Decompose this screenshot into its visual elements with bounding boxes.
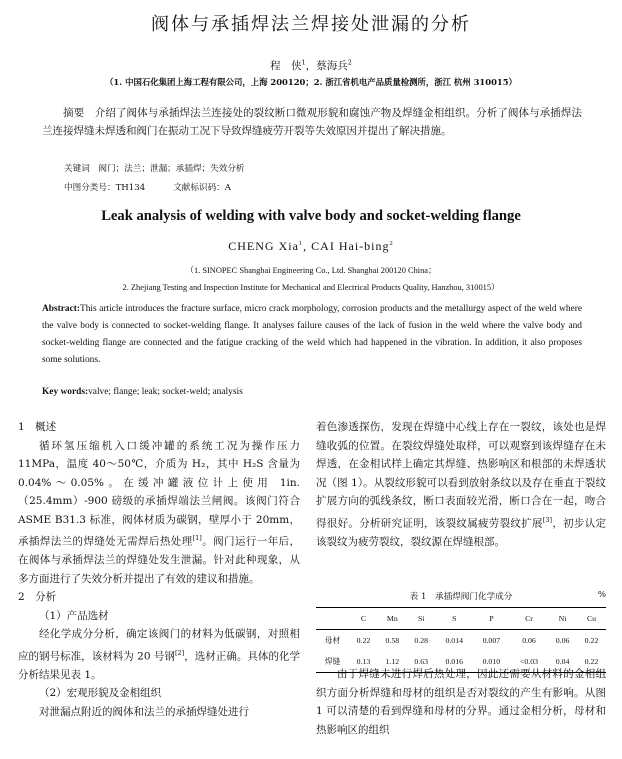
author-2-affil-mark: 2: [347, 58, 352, 67]
right-paragraph-1: [316, 418, 606, 551]
section-2-1-paragraph: [18, 625, 300, 684]
table-1-caption-row: [316, 590, 606, 602]
keywords-cn: [64, 162, 245, 174]
author-1-en: CHENG Xia: [228, 239, 299, 253]
section-1-heading: 1 概述: [18, 421, 57, 433]
document-code: 文献标识码：A: [173, 183, 231, 193]
table-cell: 0.63: [414, 657, 429, 666]
author-1-cn: 程 侠: [270, 60, 302, 72]
paper-title-en: Leak analysis of welding with valve body and socket-welding flange: [101, 208, 521, 224]
table-header-cell: Si: [417, 614, 425, 623]
table-cell: 0.04: [555, 657, 570, 666]
citation-2: [2]: [174, 648, 185, 657]
author-1-affil-mark: 1: [301, 58, 306, 67]
body-right-column: [316, 418, 606, 551]
abstract-en-text: This article introduces the fracture surface, micro crack morphology, corrosion products and the metallurgy aspect of the weld where the valve body is connected to socket-welding flange. It analyses failure causes of the lack of fusion in the weld where the valve body and socket-welding flange are connected and the fatigue cracking of the weld which had happened in the vibration. In addition, it also proposes some solutions.: [42, 304, 582, 365]
table-cell: 母材: [324, 636, 341, 645]
table-row: [316, 630, 606, 652]
table-header-cell: Ni: [558, 614, 567, 623]
classification-line: [64, 181, 259, 193]
keywords-cn-text: 阀门；法兰；泄漏；承插焊；失效分析: [98, 164, 245, 174]
abstract-cn: [42, 104, 582, 140]
abstract-en-label: Abstract:: [42, 304, 81, 314]
table-cell: 0.13: [356, 657, 371, 666]
keywords-en-text: valve; flange; leak; socket-weld; analysis: [88, 387, 243, 397]
table-cell: 焊缝: [324, 657, 341, 666]
keywords-en-label: Key words:: [42, 387, 89, 397]
author-2-en: CAI Hai-bing: [311, 239, 390, 253]
authors-cn: [0, 58, 622, 73]
table-cell: 0.22: [584, 636, 599, 645]
section-1-paragraph: [18, 437, 300, 589]
table-cell: <0.03: [519, 657, 539, 666]
table-cell: 0.007: [482, 636, 501, 645]
table-cell: 0.28: [414, 636, 429, 645]
citation-3: [3]: [542, 515, 553, 524]
table-header-row: [316, 608, 606, 630]
abstract-cn-text: 介绍了阀体与承插焊法兰连接处的裂纹断口微观形貌和腐蚀产物及焊缝金相组织。分析了阀体与承插焊法兰连接焊缝未焊透和阀门在振动工况下导致焊缝疲劳开裂等失效原因并提出了解决措施。: [42, 107, 582, 137]
table-cell: 0.22: [356, 636, 371, 645]
affiliation-en-2: 2. Zhejiang Testing and Inspection Institute for Mechanical and Electrical Products Quality, Hanzhou, 310015）: [122, 283, 500, 292]
author-1-en-affil-mark: 1: [298, 240, 304, 247]
table-header-cell: Cr: [525, 614, 533, 623]
body-right-column-lower: [316, 665, 606, 739]
keywords-cn-label: 关键词: [64, 164, 90, 174]
table-cell: 1.12: [385, 657, 400, 666]
r1-text-a: 着色渗透探伤，发现在焊缝中心线上存在一裂纹，该处也是焊缝收弧的位置。在裂纹焊缝处取样，可以观察到该焊缝存在未焊透，在金相试样上确定其焊缝、热影响区和根部的未焊透状况（图 1）。从裂纹形貌可以看到放射条纹以及存在垂直于裂纹扩展方向的弧线条纹，断口表面较光滑，断口合在一起，吻合得很好。分析研究证明，该裂纹属疲劳裂纹扩展: [316, 421, 606, 529]
table-cell: 0.22: [584, 657, 599, 666]
affiliations-cn: （1. 中国石化集团上海工程有限公司，上海 200120；2. 浙江省机电产品质量检测所，浙江 杭州 310015）: [105, 77, 517, 87]
s1-text-a: 循环氢压缩机入口缓冲罐的系统工况为操作压力 11MPa，温度 40～50℃，介质为 H₂，其中 H₂S 含量为 0.04%～0.05%。在缓冲罐液位计上使用 1in.（25.4mm）-900 磅级的承插焊端法兰闸阀。该阀门符合 ASME B31.3 标准，阀体材质为碳钢，壁厚小于 20mm，承插焊法兰的焊缝处无需焊后热处理: [18, 439, 300, 548]
author-separator: ，: [305, 60, 317, 72]
section-2-1-heading: （1）产品选材: [39, 609, 109, 622]
citation-1: [1]: [192, 534, 202, 542]
table-header-cell: Cu: [586, 614, 597, 623]
table-header-cell: C: [360, 614, 367, 623]
author-2-en-affil-mark: 2: [389, 240, 394, 247]
table-header-cell: P: [489, 614, 494, 623]
table-1-unit: %: [597, 590, 606, 600]
table-cell: 0.010: [482, 657, 501, 666]
table-cell: 0.06: [522, 636, 536, 645]
section-2-2-heading: （2）宏观形貌及金相组织: [39, 687, 162, 699]
table-header-cell: [316, 608, 349, 630]
paper-title-cn: 阀体与承插焊法兰焊接处泄漏的分析: [151, 14, 471, 35]
author-2-cn: 蔡海兵: [316, 60, 348, 72]
section-2-2-paragraph: 对泄漏点附近的阀体和法兰的承插焊缝处进行: [39, 705, 249, 718]
table-cell: 0.06: [555, 636, 570, 645]
table-1-caption: 表 1 承插焊阀门化学成分: [409, 592, 513, 602]
table-1-chemical-composition: [316, 607, 606, 673]
authors-en: [0, 239, 622, 254]
author-en-separator: ,: [303, 239, 312, 253]
r1-text-b: ，初步认定该裂纹为疲劳裂纹，裂纹源在焊缝根部。: [316, 517, 607, 548]
abstract-cn-label: 摘要: [63, 107, 85, 119]
affiliation-en-1: （1. SINOPEC Shanghai Engineering Co., Ltd. Shanghai 200120 China；: [185, 266, 437, 275]
table-header-cell: Mn: [386, 614, 398, 623]
table-cell: 0.58: [385, 636, 400, 645]
keywords-en: [42, 387, 243, 397]
s1-text-b: 。阀门运行一年后，在阀体与承插焊法兰的焊缝处发生泄漏。针对此种现象，从多方面进行了失效分析并提出了有效的建议和措施。: [18, 535, 301, 585]
right-paragraph-2: 由于焊缝未进行焊后热处理，因此还需要从材料的金相组织方面分析焊缝和母材的组织是否对裂纹的产生有影响。从图 1 可以清楚的看到焊缝和母材的分界。通过金相分析，母材和热影响区的组织: [316, 668, 606, 736]
body-left-column: [18, 418, 300, 721]
section-2-heading: 2 分析: [18, 591, 57, 603]
clc-number: 中图分类号：TH134: [64, 183, 146, 193]
table-header-cell: S: [452, 614, 457, 623]
table-cell: 0.016: [445, 657, 463, 666]
s21-text-a: 经化学成分分析，确定该阀门的材料为低碳钢，对照相应的钢号标准，该材料为 20 号钢: [18, 628, 300, 662]
table-cell: 0.014: [445, 636, 463, 645]
s21-text-b: ，选材正确。具体的化学分析结果见表 1。: [18, 650, 300, 681]
abstract-en: [42, 301, 582, 369]
